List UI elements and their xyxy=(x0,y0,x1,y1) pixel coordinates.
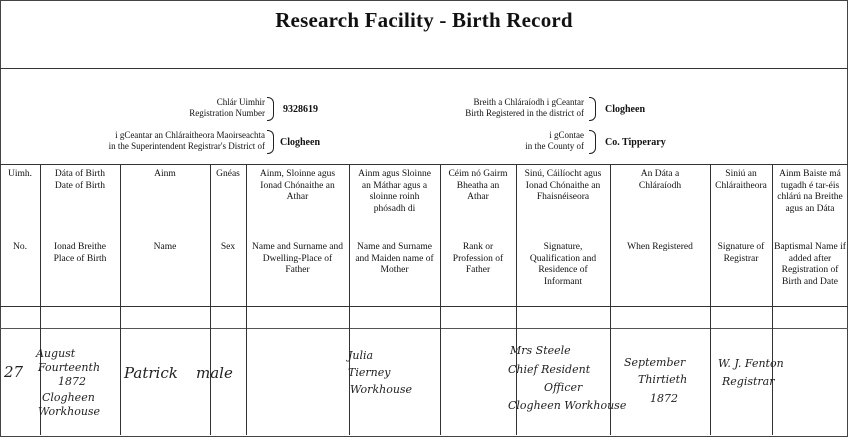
column-header-ga: An Dáta a Chláraíodh xyxy=(638,169,682,191)
column-divider xyxy=(40,164,41,435)
column-header-en: No. xyxy=(13,242,27,252)
county-label: i gContae in the County of xyxy=(525,130,584,151)
column-header-ga: Céim nó Gairm Bheatha an Athar xyxy=(448,169,508,202)
column-header-ga: Uimh. xyxy=(7,169,32,179)
superintendent-district-label: i gCeantar an Chláraitheora Maoirseachta in the Superintendent Registrar's District of xyxy=(108,130,265,151)
column-header-ga: Dáta of Birth Date of Birth xyxy=(54,169,106,191)
county-value: Co. Tipperary xyxy=(605,137,666,148)
entry-sex: male xyxy=(196,364,233,382)
column-divider xyxy=(120,164,121,435)
brace-icon xyxy=(589,130,596,154)
birth-district-value: Clogheen xyxy=(605,104,645,115)
page-title: Research Facility - Birth Record xyxy=(275,8,573,32)
column-header-ga: Siniú an Chláraitheora xyxy=(715,169,767,191)
column-header-en: Sex xyxy=(220,242,236,252)
column-header-en: Ionad Breithe Place of Birth xyxy=(53,242,107,264)
column-header-en: Rank or Profession of Father xyxy=(452,242,504,275)
birth-district-label: Breith a Chláraíodh i gCeantar Birth Registered in the district of xyxy=(465,97,584,118)
column-header-en: Signature of Registrar xyxy=(717,242,765,264)
column-header-en: Name and Surname and Dwelling-Place of Father xyxy=(252,242,343,275)
column-divider xyxy=(246,164,247,435)
column-header-en: Baptismal Name if added after Registration of Birth and Date xyxy=(774,242,846,287)
column-header-en: Name xyxy=(153,242,177,252)
column-divider xyxy=(610,164,611,435)
table-header-top-rule xyxy=(0,164,848,165)
column-header-en: Name and Surname and Maiden name of Mother xyxy=(355,242,434,275)
column-divider xyxy=(210,164,211,435)
title-divider xyxy=(0,68,848,69)
entry-name: Patrick xyxy=(124,364,178,382)
column-header-en: Signature, Qualification and Residence of Informant xyxy=(529,242,597,287)
entry-number: 27 xyxy=(4,363,24,381)
brace-icon xyxy=(267,97,274,121)
column-header-ga: Sinú, Cáilíocht agus Ionad Chónaithe an Fhaisnéiseora xyxy=(524,169,602,202)
superintendent-district-value: Clogheen xyxy=(280,137,320,148)
registration-number-label: Chlár Uimhir Registration Number xyxy=(189,97,265,118)
brace-icon xyxy=(589,97,596,121)
registration-number-value: 9328619 xyxy=(283,104,318,115)
table-header-bottom-rule xyxy=(0,306,848,307)
column-header-ga: Ainm agus Sloinne an Máthar agus a sloinne roinh phósadh di xyxy=(358,169,431,214)
column-header-ga: Ainm, Sloinne agus Ionad Chónaithe an Athar xyxy=(259,169,336,202)
entry-row-top-rule xyxy=(0,328,848,329)
column-divider xyxy=(710,164,711,435)
column-header-en: When Registered xyxy=(627,242,693,252)
column-header-ga: Gnéas xyxy=(216,169,240,179)
column-header-ga: Ainm Baiste má tugadh é tar-éis chlárú na Breithe agus an Dáta xyxy=(777,169,843,214)
column-divider xyxy=(516,164,517,435)
column-header-ga: Ainm xyxy=(154,169,176,179)
column-divider xyxy=(440,164,441,435)
brace-icon xyxy=(267,130,274,154)
